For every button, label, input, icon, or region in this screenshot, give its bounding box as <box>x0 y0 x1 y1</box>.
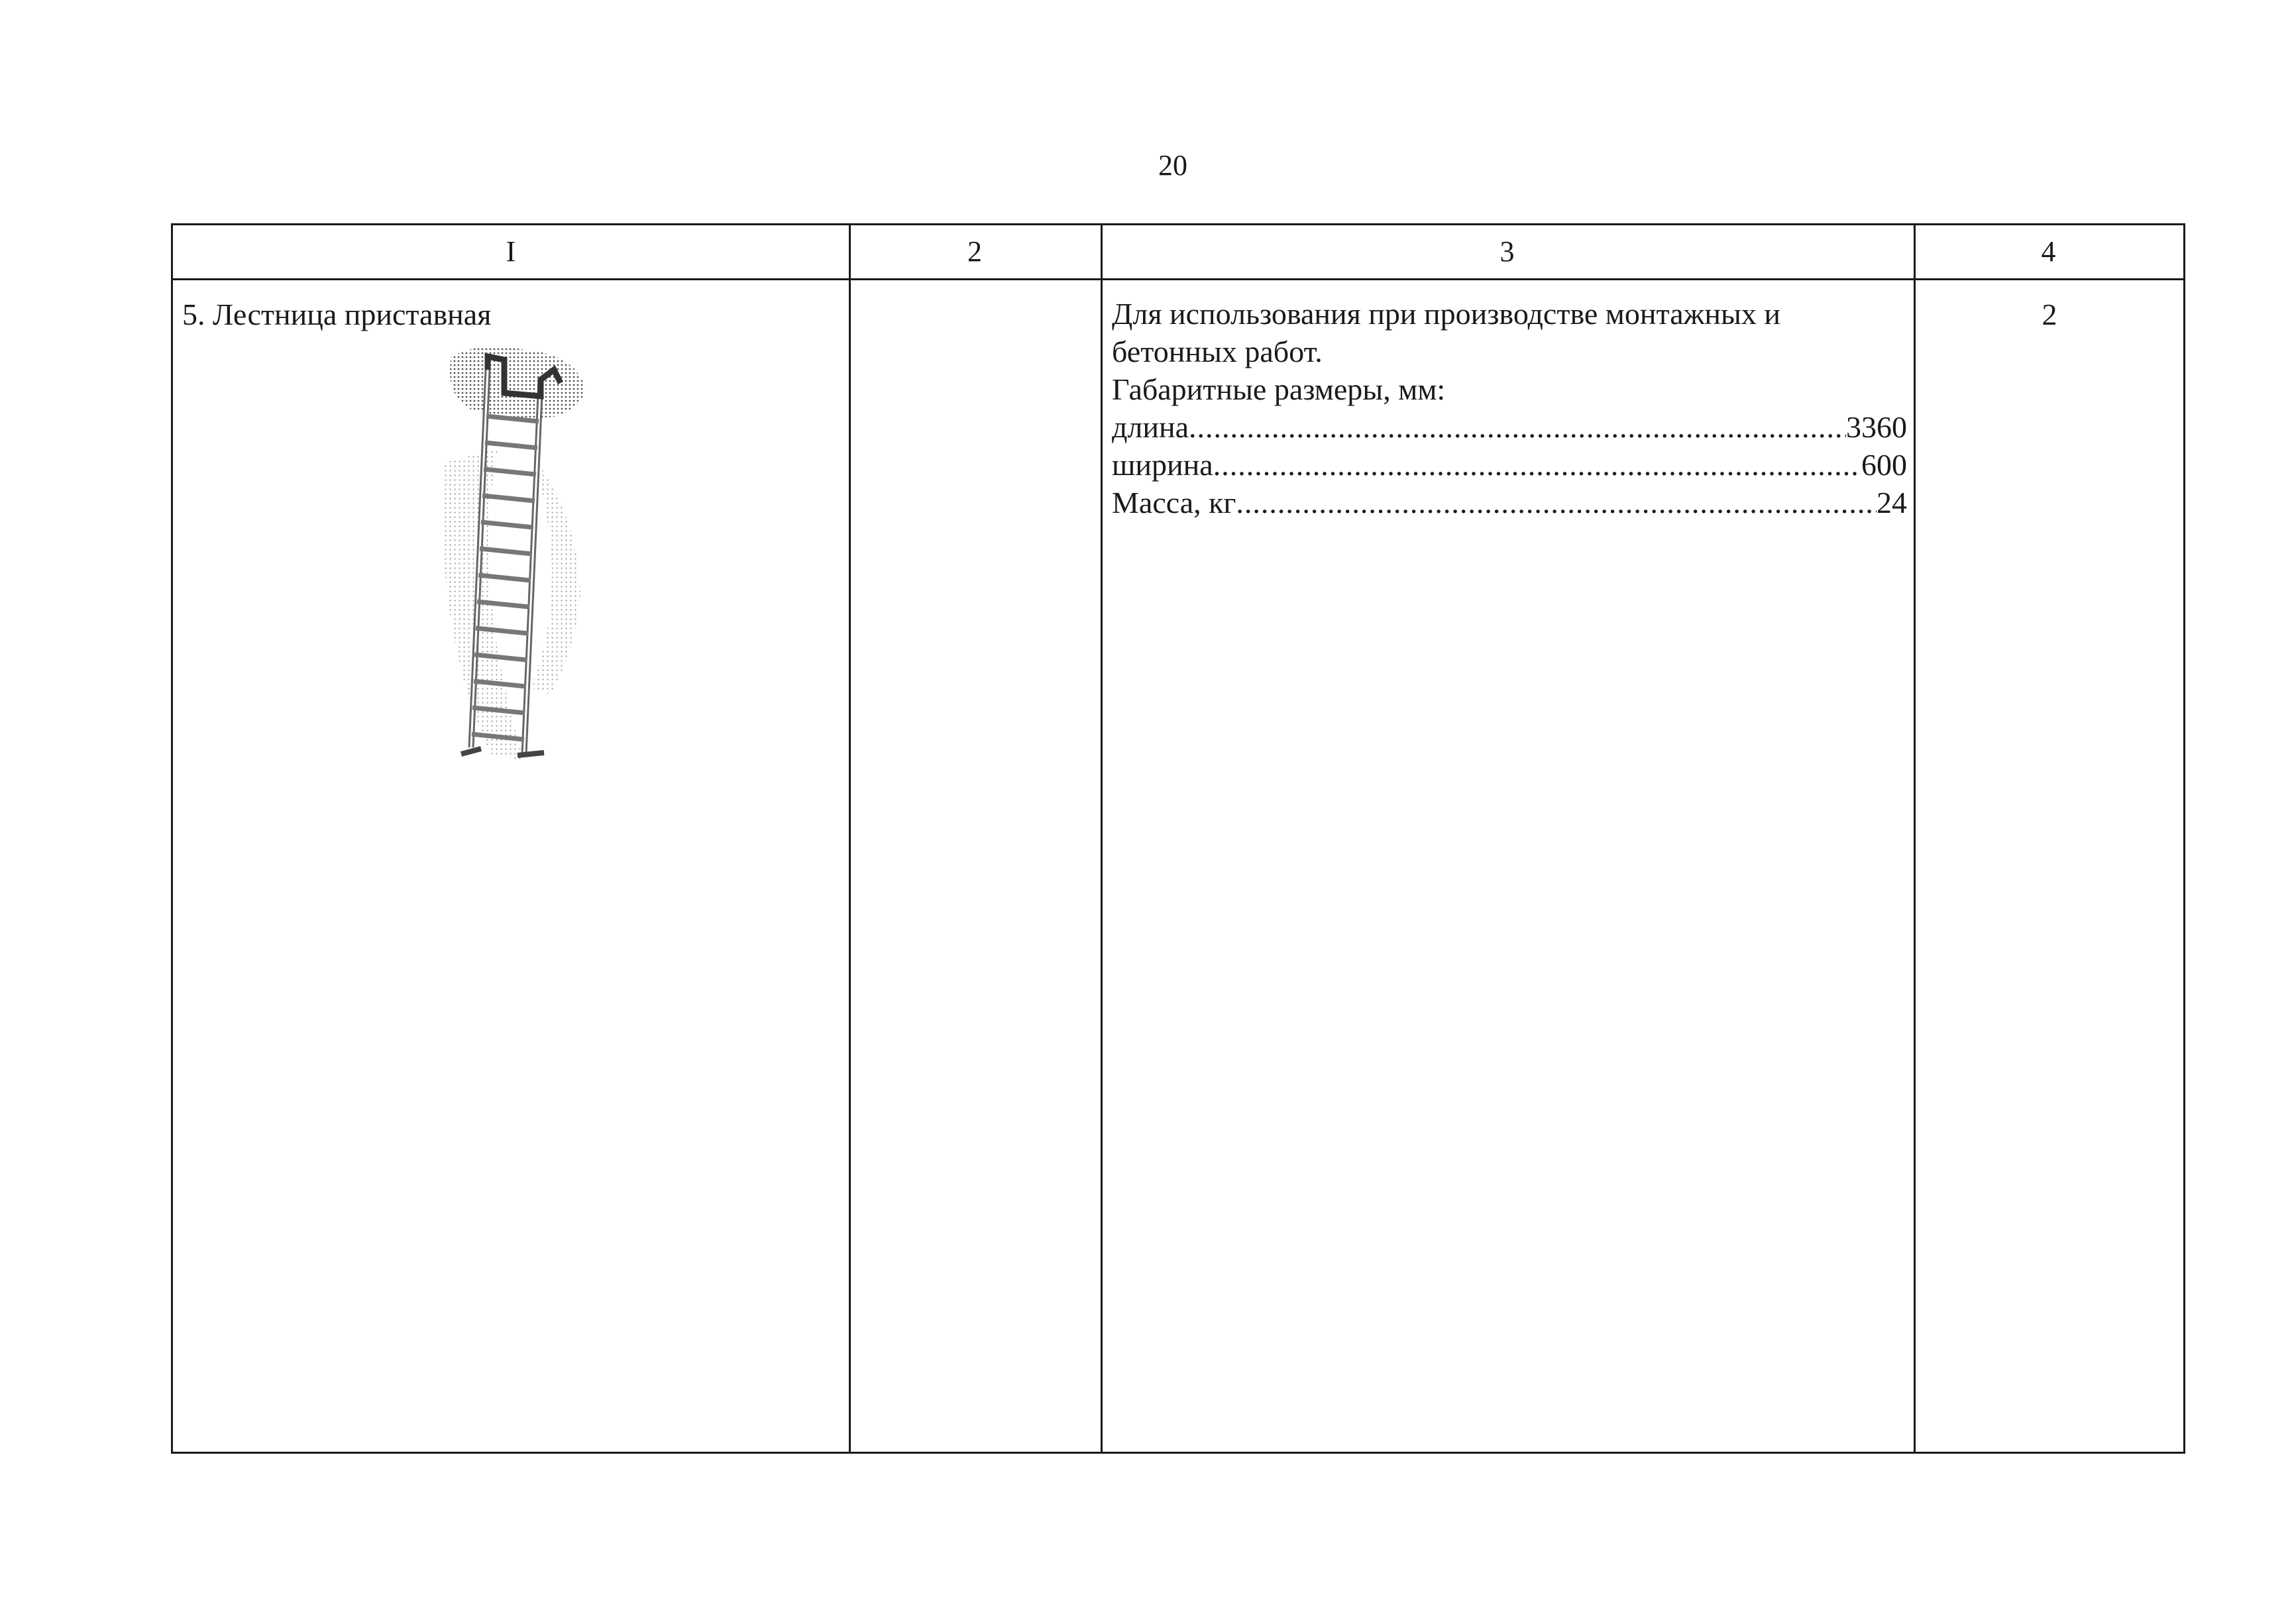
page-number: 20 <box>1158 149 1187 182</box>
quantity-value: 2 <box>2042 298 2057 331</box>
ladder-icon <box>425 343 597 767</box>
spec-label: ширина <box>1112 448 1213 482</box>
header-cell-4: 4 <box>2041 235 2056 268</box>
spec-label: длина <box>1112 410 1189 444</box>
description-block <box>1112 295 1907 521</box>
item-title: 5. Лестница приставная <box>182 298 492 331</box>
equipment-table <box>171 223 2185 1454</box>
header-cell-2: 2 <box>967 235 982 268</box>
spec-row-length <box>1112 408 1907 446</box>
dot-leader <box>1213 446 1861 484</box>
header-cell-1: I <box>506 235 516 268</box>
description-line: Габаритные размеры, мм: <box>1112 372 1446 406</box>
spec-row-width <box>1112 446 1907 484</box>
spec-label: Масса, кг <box>1112 486 1236 519</box>
spec-row-mass <box>1112 484 1907 521</box>
dot-leader <box>1236 484 1877 521</box>
column2-cell <box>851 280 1101 1452</box>
dot-leader <box>1189 408 1846 446</box>
quantity-cell <box>1916 280 2183 1452</box>
header-cell-3: 3 <box>1499 235 1515 268</box>
item-name-cell <box>173 280 849 1452</box>
spec-value: 600 <box>1861 448 1907 482</box>
description-line: бетонных работ. <box>1112 335 1323 368</box>
description-cell <box>1103 280 1914 1452</box>
spec-value: 3360 <box>1846 410 1907 444</box>
description-line: Для использования при производстве монтажных и <box>1112 297 1781 331</box>
spec-value: 24 <box>1877 486 1907 519</box>
